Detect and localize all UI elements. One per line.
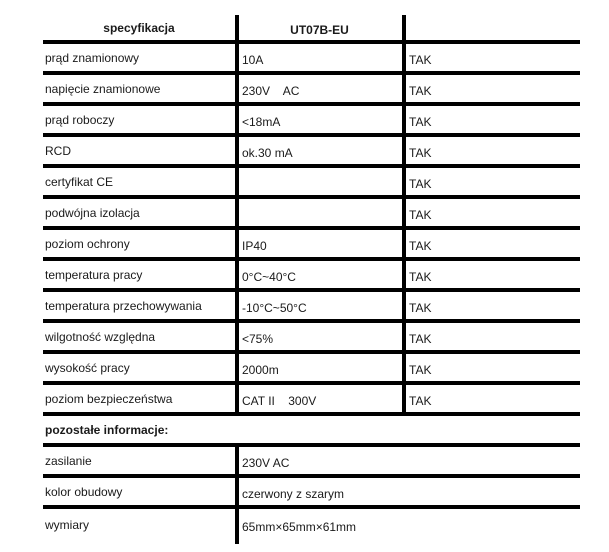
spec-label: poziom bezpieczeństwa <box>45 391 173 406</box>
table-row <box>43 509 580 540</box>
table-row <box>43 199 580 230</box>
spec-value: -10°C~50°C <box>235 292 400 323</box>
spec-label: podwójna izolacja <box>45 205 140 220</box>
spec-value: 0°C~40°C <box>235 261 400 292</box>
spec-value: ok.30 mA <box>235 137 400 168</box>
table-row <box>43 261 580 292</box>
spec-label: wilgotność względna <box>45 329 156 344</box>
info-label: zasilanie <box>45 453 92 468</box>
spec-value: 10A <box>235 44 400 75</box>
spec-label: napięcie znamionowe <box>45 81 161 96</box>
spec-label: poziom ochrony <box>45 236 130 251</box>
spec-value <box>235 168 400 199</box>
info-value: 230V AC <box>235 447 580 478</box>
table-row <box>43 478 580 509</box>
spec-flag: TAK <box>402 230 580 261</box>
info-label: kolor obudowy <box>45 484 123 499</box>
table-row <box>43 447 580 478</box>
spec-flag: TAK <box>402 261 580 292</box>
spec-flag: TAK <box>402 44 580 75</box>
table-header <box>43 15 580 44</box>
header-model: UT07B-EU <box>235 15 400 44</box>
section-title: pozostałe informacje: <box>45 422 169 437</box>
table-row <box>43 44 580 75</box>
spec-flag: TAK <box>402 292 580 323</box>
info-value: 65mm×65mm×61mm <box>235 509 580 544</box>
table-row <box>43 230 580 261</box>
table-row <box>43 354 580 385</box>
spec-value: CAT II 300V <box>235 385 400 416</box>
spec-label: RCD <box>45 143 71 158</box>
spec-flag: TAK <box>402 354 580 385</box>
spec-flag: TAK <box>402 106 580 137</box>
spec-flag: TAK <box>402 168 580 199</box>
spec-label: certyfikat CE <box>45 174 114 189</box>
info-value: czerwony z szarym <box>235 478 580 509</box>
header-spec: specyfikacja <box>103 20 175 35</box>
spec-label: temperatura pracy <box>45 267 143 282</box>
spec-label: wysokość pracy <box>45 360 130 375</box>
info-label: wymiary <box>45 517 89 532</box>
spec-table <box>43 15 580 540</box>
spec-flag: TAK <box>402 75 580 106</box>
spec-value: <75% <box>235 323 400 354</box>
spec-flag: TAK <box>402 137 580 168</box>
spec-flag: TAK <box>402 323 580 354</box>
spec-value: 230V AC <box>235 75 400 106</box>
table-row <box>43 168 580 199</box>
section-row <box>43 416 580 447</box>
table-row <box>43 323 580 354</box>
spec-label: prąd znamionowy <box>45 50 140 65</box>
header-empty <box>402 15 580 44</box>
table-row <box>43 137 580 168</box>
spec-value: 2000m <box>235 354 400 385</box>
spec-flag: TAK <box>402 385 580 416</box>
spec-label: prąd roboczy <box>45 112 115 127</box>
spec-value <box>235 199 400 230</box>
table-row <box>43 106 580 137</box>
table-row <box>43 292 580 323</box>
table-row <box>43 385 580 416</box>
spec-value: <18mA <box>235 106 400 137</box>
table-row <box>43 75 580 106</box>
spec-label: temperatura przechowywania <box>45 298 202 313</box>
spec-flag: TAK <box>402 199 580 230</box>
spec-value: IP40 <box>235 230 400 261</box>
